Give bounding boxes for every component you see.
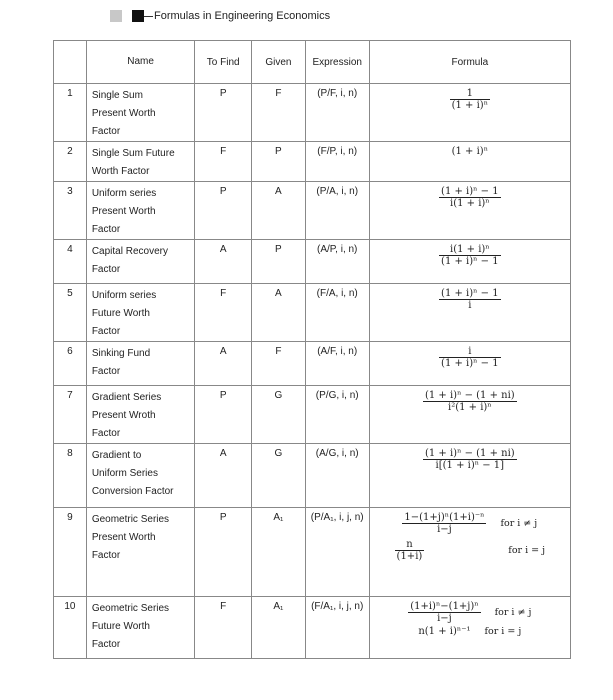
- table-row: [54, 284, 571, 342]
- name-line: Factor: [91, 264, 121, 275]
- formula-denominator: (1 + i)ⁿ: [451, 100, 489, 111]
- row-expression: (F/A, i, n): [305, 284, 369, 342]
- name-line: Gradient Series: [91, 392, 162, 403]
- table-row: [54, 508, 571, 597]
- formula-condition: for i = j: [508, 545, 546, 556]
- row-to-find: A: [195, 342, 252, 386]
- name-line: Uniform series: [91, 290, 157, 301]
- row-given: A: [252, 284, 306, 342]
- name-line: Factor: [91, 326, 121, 337]
- formula-fraction: [439, 186, 501, 209]
- formula-fraction: [408, 601, 480, 624]
- formula-denominator: (1+i): [396, 551, 423, 562]
- table-row: [54, 386, 571, 444]
- row-number: 6: [54, 342, 87, 386]
- table-row: [54, 597, 571, 659]
- formula-numerator: n: [395, 539, 425, 551]
- name-line: Sinking Fund: [91, 348, 151, 359]
- formula-case-unequal: [370, 512, 570, 535]
- row-name: [86, 508, 195, 597]
- name-line: Factor: [91, 428, 121, 439]
- header-formula: Formula: [369, 41, 570, 84]
- row-given: A: [252, 182, 306, 240]
- row-name: [86, 386, 195, 444]
- formula-text: (1 + i)ⁿ: [451, 146, 489, 157]
- formula-condition: for i ≠ j: [500, 518, 538, 529]
- row-expression: (P/G, i, n): [305, 386, 369, 444]
- row-number: 5: [54, 284, 87, 342]
- row-number: 8: [54, 444, 87, 508]
- name-line: Geometric Series: [91, 514, 170, 525]
- formula-fraction: [423, 448, 517, 471]
- row-expression: (A/G, i, n): [305, 444, 369, 508]
- row-number: 1: [54, 84, 87, 142]
- formula-fraction: [439, 288, 501, 311]
- row-name: [86, 342, 195, 386]
- row-number: 7: [54, 386, 87, 444]
- row-given: P: [252, 142, 306, 182]
- name-line: Gradient to: [91, 450, 142, 461]
- row-name: [86, 240, 195, 284]
- formula-denominator: i²(1 + i)ⁿ: [448, 402, 492, 413]
- row-number: 9: [54, 508, 87, 597]
- name-line: Single Sum: [91, 90, 143, 101]
- header-name: Name: [86, 41, 195, 84]
- row-number: 2: [54, 142, 87, 182]
- document-header: [110, 7, 330, 25]
- formula-numerator: (1+i)ⁿ−(1+j)ⁿ: [410, 601, 479, 612]
- table-row: [54, 84, 571, 142]
- table-row: [54, 182, 571, 240]
- formula-numerator: (1 + i)ⁿ − 1: [441, 288, 499, 299]
- row-formula: [369, 597, 570, 659]
- formula-case-equal: [370, 539, 570, 562]
- header-to-find: To Find: [195, 41, 252, 84]
- row-number: 3: [54, 182, 87, 240]
- row-name: [86, 444, 195, 508]
- formula-denominator: i: [468, 300, 472, 311]
- dash-icon: [144, 16, 153, 17]
- formulas-table: [53, 40, 571, 659]
- row-to-find: P: [195, 508, 252, 597]
- formula-numerator: i: [439, 346, 501, 358]
- row-expression: (F/P, i, n): [305, 142, 369, 182]
- row-to-find: F: [195, 142, 252, 182]
- row-expression: (P/F, i, n): [305, 84, 369, 142]
- row-formula: [369, 386, 570, 444]
- row-to-find: P: [195, 182, 252, 240]
- formula-denominator: (1 + i)ⁿ − 1: [441, 358, 499, 369]
- row-number: 4: [54, 240, 87, 284]
- row-to-find: P: [195, 84, 252, 142]
- name-line: Factor: [91, 550, 121, 561]
- row-to-find: F: [195, 284, 252, 342]
- row-name: [86, 597, 195, 659]
- row-given: G: [252, 444, 306, 508]
- formula-numerator: (1 + i)ⁿ − 1: [441, 186, 499, 197]
- row-number: 10: [54, 597, 87, 659]
- row-formula: [369, 342, 570, 386]
- row-to-find: A: [195, 444, 252, 508]
- row-name: [86, 84, 195, 142]
- formula-denominator: i(1 + i)ⁿ: [450, 198, 490, 209]
- name-line: Future Worth: [91, 621, 150, 632]
- formula-numerator: (1 + i)ⁿ − (1 + ni): [424, 448, 515, 459]
- name-line: Factor: [91, 366, 121, 377]
- row-name: [86, 142, 195, 182]
- black-square-icon: [132, 10, 144, 22]
- formula-numerator: 1: [450, 88, 490, 100]
- formula-numerator: 1−(1+j)ⁿ(1+i)⁻ⁿ: [404, 512, 485, 523]
- table-row: [54, 142, 571, 182]
- formula-numerator: i(1 + i)ⁿ: [439, 244, 501, 256]
- gray-square-icon: [110, 10, 122, 22]
- formula-fraction: [395, 539, 425, 562]
- name-line: Factor: [91, 639, 121, 650]
- formula-numerator: (1 + i)ⁿ − (1 + ni): [424, 390, 515, 401]
- row-given: P: [252, 240, 306, 284]
- row-expression: (A/P, i, n): [305, 240, 369, 284]
- row-formula: [369, 182, 570, 240]
- header-expression: Expression: [305, 41, 369, 84]
- document-title: Formulas in Engineering Economics: [154, 10, 331, 22]
- row-expression: (A/F, i, n): [305, 342, 369, 386]
- formula-fraction: [450, 88, 490, 111]
- header-num: [54, 41, 87, 84]
- table-row: [54, 240, 571, 284]
- row-formula: [369, 444, 570, 508]
- row-given: G: [252, 386, 306, 444]
- name-line: Present Wroth: [91, 410, 156, 421]
- table-header-row: [54, 41, 571, 84]
- formula-condition: for i = j: [484, 626, 522, 637]
- row-name: [86, 284, 195, 342]
- formula-fraction: [402, 512, 486, 535]
- row-expression: (F/A₁, i, j, n): [305, 597, 369, 659]
- row-to-find: P: [195, 386, 252, 444]
- row-formula: [369, 508, 570, 597]
- row-formula: [369, 84, 570, 142]
- row-expression: (P/A, i, n): [305, 182, 369, 240]
- name-line: Present Worth: [91, 206, 156, 217]
- table-row: [54, 342, 571, 386]
- row-given: A₁: [252, 508, 306, 597]
- name-line: Single Sum Future: [91, 148, 175, 159]
- row-expression: (P/A₁, i, j, n): [305, 508, 369, 597]
- row-formula: [369, 240, 570, 284]
- name-line: Uniform Series: [91, 468, 158, 479]
- name-line: Present Worth: [91, 532, 156, 543]
- formula-case-unequal: [370, 601, 570, 624]
- row-name: [86, 182, 195, 240]
- formula-denominator: i[(1 + i)ⁿ − 1]: [435, 460, 505, 471]
- row-to-find: F: [195, 597, 252, 659]
- name-line: Factor: [91, 126, 121, 137]
- header-given: Given: [252, 41, 306, 84]
- formula-denominator: i−j: [437, 613, 452, 624]
- name-line: Conversion Factor: [91, 486, 174, 497]
- table-row: [54, 444, 571, 508]
- formula-denominator: (1 + i)ⁿ − 1: [441, 256, 499, 267]
- row-formula: [369, 142, 570, 182]
- formula-fraction: [423, 390, 517, 413]
- row-given: F: [252, 84, 306, 142]
- formula-condition: for i ≠ j: [494, 607, 532, 618]
- name-line: Present Worth: [91, 108, 156, 119]
- name-line: Capital Recovery: [91, 246, 168, 257]
- row-to-find: A: [195, 240, 252, 284]
- formula-case-equal: [370, 626, 570, 637]
- row-given: A₁: [252, 597, 306, 659]
- name-line: Factor: [91, 224, 121, 235]
- formula-fraction: [439, 244, 501, 267]
- formula-fraction: [439, 346, 501, 369]
- row-formula: [369, 284, 570, 342]
- formula-text: n(1 + i)ⁿ⁻¹: [418, 626, 471, 637]
- row-given: F: [252, 342, 306, 386]
- name-line: Worth Factor: [91, 166, 150, 177]
- name-line: Future Worth: [91, 308, 150, 319]
- name-line: Geometric Series: [91, 603, 170, 614]
- name-line: Uniform series: [91, 188, 157, 199]
- formula-denominator: i−j: [437, 524, 452, 535]
